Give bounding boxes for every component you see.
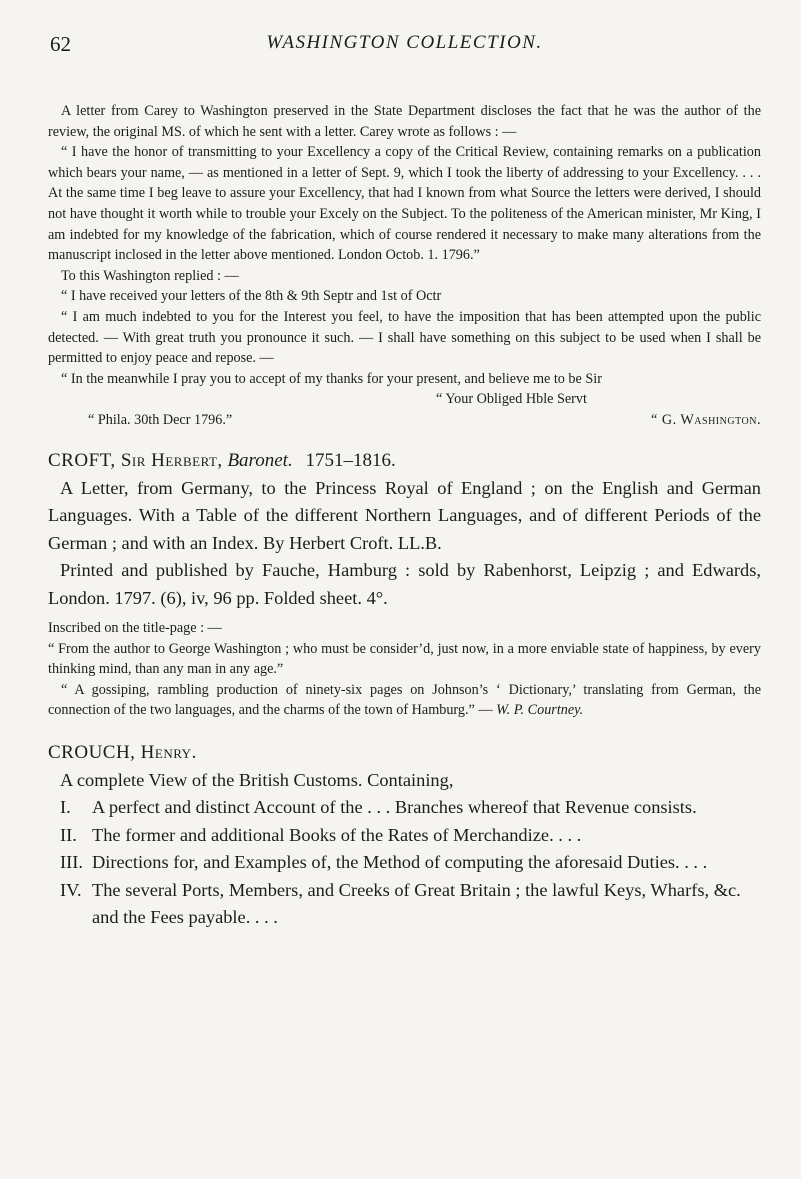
letter-closing: “ Your Obliged Hble Servt	[436, 391, 587, 408]
carey-intro: A letter from Carey to Washington preserved in the State Department discloses the fact that he was the author of the review, the original MS. of which he sent with a letter. Carey wrote as follows : —	[48, 103, 761, 140]
list-item	[48, 849, 761, 877]
croft-dates: 1751–1816.	[305, 449, 396, 471]
croft-entry-heading	[48, 447, 761, 475]
letter-signature: “ G. Washington.	[650, 411, 761, 428]
list-item	[48, 794, 761, 822]
croft-imprint: Printed and published by Fauche, Hamburg : sold by Rabenhorst, Leipzig ; and Edwards, London. 1797. (6), iv, 96 pp. Folded sheet. 4°.	[48, 560, 761, 608]
croft-comment-source: W. P. Courtney.	[496, 702, 584, 719]
crouch-name: CROUCH, Henry.	[48, 741, 197, 763]
reply-paragraph-3: “ In the meanwhile I pray you to accept of my thanks for your present, and believe me to be Sir	[61, 370, 602, 387]
division-text: The former and additional Books of the Rates of Merchandize. . . .	[92, 824, 582, 845]
croft-inscribed-intro: Inscribed on the title-page : —	[48, 620, 222, 636]
croft-inscription: “ From the author to George Washington ; who must be consider’d, just now, in a more enviable state of happiness, by every thinking mind, than any man in any age.”	[48, 640, 761, 678]
list-item	[48, 877, 761, 932]
division-number: II.	[60, 824, 77, 845]
page	[48, 0, 761, 932]
division-number: IV.	[60, 879, 82, 900]
carey-letter-section	[48, 101, 761, 431]
reply-paragraph-1: “ I have received your letters of the 8th & 9th Septr and 1st of Octr	[61, 288, 442, 305]
division-text: A perfect and distinct Account of the . . . Branches whereof that Revenue consists.	[92, 797, 697, 818]
reply-paragraph-2: “ I am much indebted to you for the Interest you feel, to have the imposition that has been attempted upon the public detected. — With great truth you pronounce it such. — I shall have something on this subject to be used when I shall be permitted to enjoy peace and repose. —	[48, 308, 761, 367]
page-header	[48, 0, 761, 60]
croft-entry-body	[48, 475, 761, 613]
letter-dateline: “ Phila. 30th Decr 1796.”	[88, 411, 233, 428]
division-text: Directions for, and Examples of, the Method of computing the aforesaid Duties. . . .	[92, 852, 708, 873]
croft-comment: “ A gossiping, rambling production of ninety-six pages on Johnson’s ‘ Dictionary,’ translating from German, the connection of the two languages, and the charms of the town of Hamburg.” —	[48, 681, 761, 719]
division-number: I.	[60, 797, 71, 818]
crouch-entry-heading	[48, 739, 761, 767]
list-item	[48, 822, 761, 850]
division-text: The several Ports, Members, and Creeks of Great Britain ; the lawful Keys, Wharfs, &c. and the Fees payable. . . .	[92, 879, 741, 928]
croft-comment-para	[48, 680, 761, 721]
reply-intro: To this Washington replied : —	[61, 267, 239, 284]
croft-title: Baronet.	[227, 449, 293, 471]
croft-notes	[48, 618, 761, 721]
crouch-divisions-list	[48, 794, 761, 932]
crouch-entry-body	[48, 767, 761, 795]
running-title: WASHINGTON COLLECTION.	[266, 32, 543, 53]
page-number: 62	[50, 32, 71, 56]
division-number: III.	[60, 852, 83, 873]
croft-description: A Letter, from Germany, to the Princess Royal of England ; on the English and German Languages. With a Table of the different Northern Languages, and of different Periods of the German ; and with an Index. By Herbert Croft. LL.B.	[48, 477, 761, 553]
crouch-description: A complete View of the British Customs. Containing,	[60, 769, 454, 790]
carey-quote: “ I have the honor of transmitting to your Excellency a copy of the Critical Review, containing remarks on a publication which bears your name, — as mentioned in a letter of Sept. 9, which I took the liberty of addressing to your Excellency. . . . At the same time I beg leave to assure your Excellency, that had I known from what Source the letters were derived, I should not have thought it worth while to trouble your Excely on the Subject. To the politeness of the American minister, Mr King, I am indebted for my knowledge of the fabrication, which of course rendered it necessary to make many alterations from the manuscript inclosed in the letter above mentioned. London Octob. 1. 1796.”	[48, 144, 761, 264]
croft-name: CROFT, Sir Herbert,	[48, 449, 223, 471]
